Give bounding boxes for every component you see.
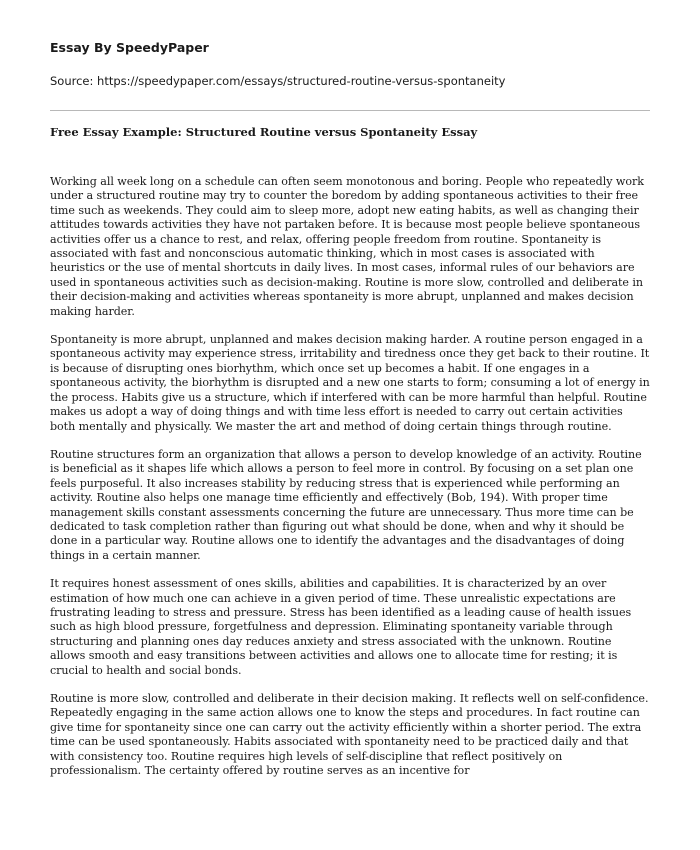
paragraph: Spontaneity is more abrupt, unplanned and makes decision making harder. A routine person engaged in a spontaneous activity may experience stress, irritability and tiredness once they get back to their routine. It is because of disrupting ones biorhythm, which once set up becomes a habit. If one engages in a spontaneous activity, the biorhythm is disrupted and a new one starts to form; consuming a lot of energy in the process. Habits give us a structure, which if interfered with can be more harmful than helpful. Routine makes us adopt a way of doing things and with time less effort is needed to carry out certain activities both mentally and physically. We master the art and method of doing certain things through routine. (50, 333, 650, 433)
paragraph: Routine structures form an organization that allows a person to develop knowledge of an activity. Routine is beneficial as it shapes life which allows a person to feel more in control. By focusing on a set plan one feels purposeful. It also increases stability by reducing stress that is experienced while performing an activity. Routine also helps one manage time efficiently and effectively (Bob, 194). With proper time management skills constant assessments concerning the future are unnecessary. Thus more time can be dedicated to task completion rather than figuring out what should be done, when and why it should be done in a particular way. Routine allows one to identify the advantages and the disadvantages of doing things in a certain manner. (50, 447, 642, 562)
paragraph: Working all week long on a schedule can often seem monotonous and boring. People who repeatedly work under a structured routine may try to counter the boredom by adding spontaneous activities to their free time such as weekends. They could aim to sleep more, adopt new eating habits, as well as changing their attitudes towards activities they have not partaken before. It is because most people believe spontaneous activities offer us a chance to rest, and relax, offering people freedom from routine. Spontaneity is associated with fast and nonconscious automatic thinking, which in most cases is associated with heuristics or the use of mental shortcuts in daily lives. In most cases, informal rules of our behaviors are used in spontaneous activities such as decision-making. Routine is more slow, controlled and deliberate in their decision-making and activities whereas spontaneity is more abrupt, unplanned and makes decision making harder. (50, 175, 644, 318)
essay-body (50, 175, 650, 778)
header-divider (50, 110, 650, 111)
paragraph: Routine is more slow, controlled and deliberate in their decision making. It reflects well on self-confidence. Repeatedly engaging in the same action allows one to know the steps and procedures. In fact routine can give time for spontaneity since one can carry out the activity efficiently within a shorter period. The extra time can be used spontaneously. Habits associated with spontaneity need to be practiced daily and that with consistency too. Routine requires high levels of self-discipline that reflect positively on professionalism. The certainty offered by routine serves as an incentive for (50, 692, 649, 778)
paragraph: It requires honest assessment of ones skills, abilities and capabilities. It is characterized by an over estimation of how much one can achieve in a given period of time. These unrealistic expectations are frustrating leading to stress and pressure. Stress has been identified as a leading cause of health issues such as high blood pressure, forgetfulness and depression. Eliminating spontaneity variable through structuring and planning ones day reduces anxiety and stress associated with the unknown. Routine allows smooth and easy transitions between activities and allows one to allocate time for resting; it is crucial to health and social bonds. (50, 577, 632, 677)
brand-heading: Essay By SpeedyPaper (50, 40, 209, 55)
source-line: Source: https://speedypaper.com/essays/structured-routine-versus-spontaneity (50, 74, 506, 88)
essay-title: Free Essay Example: Structured Routine versus Spontaneity Essay (50, 125, 478, 139)
document-page (50, 40, 650, 792)
